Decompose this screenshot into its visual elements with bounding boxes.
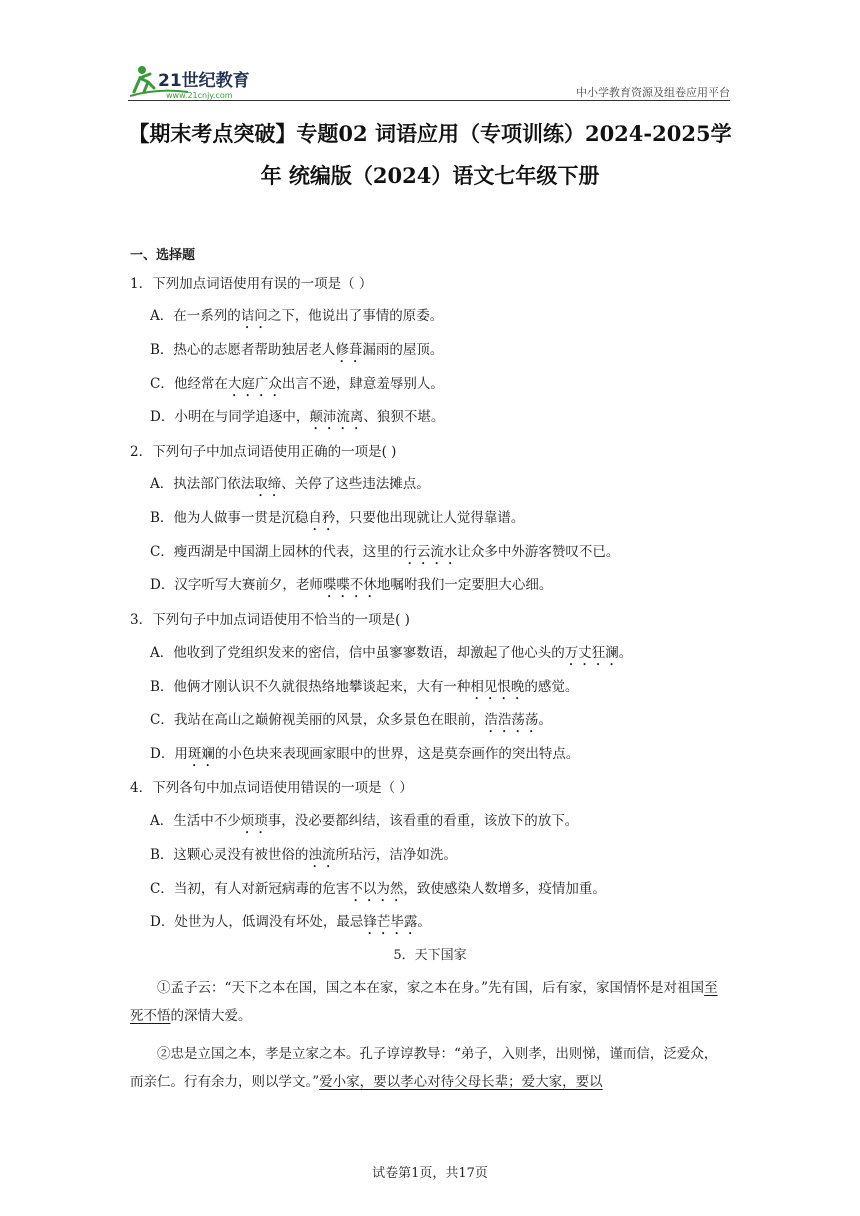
header-platform-text: 中小学教育资源及组卷应用平台 bbox=[576, 86, 730, 99]
question-4-option-a: A．生活中不少烦琐事，没必要都纠结，该看重的看重，该放下的放下。 bbox=[150, 813, 579, 829]
question-2-option-a: A．执法部门依法取缔、关停了这些违法摊点。 bbox=[150, 476, 430, 492]
question-3-option-a: A．他收到了党组织发来的密信，信中虽寥寥数语，却激起了他心头的万丈狂澜。 bbox=[150, 645, 633, 661]
document-title-line1: 【期末考点突破】专题02 词语应用（专项训练）2024-2025学 bbox=[128, 121, 732, 146]
question-1-option-d: D．小明在与同学追逐中，颠沛流离、狼狈不堪。 bbox=[150, 409, 445, 425]
page-footer: 试卷第1页，共17页 bbox=[372, 1166, 488, 1181]
passage-paragraph-1: ①孟子云：“天下之本在国，国之本在家，家之本在身。”先有国，后有家，家国情怀是对祖国至死不悟的深情大爱。 bbox=[130, 980, 718, 1024]
passage-paragraph-2: ②忠是立国之本，孝是立家之本。孔子谆谆教导：“弟子，入则孝，出则悌，谨而信，泛爱众，而亲仁。行有余力，则以学文。”爱小家，要以孝心对待父母长辈；爱大家，要以 bbox=[130, 1046, 718, 1090]
question-3-stem: 3．下列句子中加点词语使用不恰当的一项是( ) bbox=[130, 612, 410, 628]
question-2-option-d: D．汉字听写大赛前夕，老师喋喋不休地嘱咐我们一定要胆大心细。 bbox=[150, 577, 553, 593]
logo-21cnjy bbox=[128, 62, 278, 102]
page-header bbox=[128, 62, 730, 104]
logo-subtext: www.21cnjy.com bbox=[166, 91, 233, 100]
question-4-option-c: C．当初，有人对新冠病毒的危害不以为然，致使感染人数增多，疫情加重。 bbox=[150, 881, 606, 897]
question-4-option-b: B．这颗心灵没有被世俗的浊流所玷污，洁净如洗。 bbox=[150, 847, 457, 863]
document-title-line2: 年 统编版（2024）语文七年级下册 bbox=[260, 163, 600, 188]
question-3-option-b: B．他俩才刚认识不久就很热络地攀谈起来，大有一种相见恨晚的感觉。 bbox=[150, 679, 579, 695]
question-2-option-c: C．瘦西湖是中国湖上园林的代表，这里的行云流水让众多中外游客赞叹不已。 bbox=[150, 544, 620, 560]
header-divider bbox=[128, 100, 730, 101]
question-2-stem: 2．下列句子中加点词语使用正确的一项是( ) bbox=[130, 444, 397, 460]
question-1-option-b: B．热心的志愿者帮助独居老人修葺漏雨的屋顶。 bbox=[150, 342, 444, 358]
question-1-stem: 1．下列加点词语使用有误的一项是（ ） bbox=[130, 276, 373, 292]
question-1-option-a: A．在一系列的诘问之下，他说出了事情的原委。 bbox=[150, 308, 444, 324]
logo-text: 21世纪教育 bbox=[158, 71, 250, 91]
question-1-option-c: C．他经常在大庭广众出言不逊，肆意羞辱别人。 bbox=[150, 376, 444, 392]
question-3-option-d: D．用斑斓的小色块来表现画家眼中的世界，这是莫奈画作的突出特点。 bbox=[150, 746, 580, 762]
section-heading: 一、选择题 bbox=[130, 248, 196, 263]
question-3-option-c: C．我站在高山之巅俯视美丽的风景，众多景色在眼前，浩浩荡荡。 bbox=[150, 712, 552, 728]
question-4-option-d: D．处世为人，低调没有坏处，最忌锋芒毕露。 bbox=[150, 914, 431, 930]
question-2-option-b: B．他为人做事一贯是沉稳自矜，只要他出现就让人觉得靠谱。 bbox=[150, 510, 525, 526]
question-4-stem: 4．下列各句中加点词语使用错误的一项是（ ） bbox=[130, 780, 413, 796]
passage-title: 5．天下国家 bbox=[393, 948, 467, 963]
